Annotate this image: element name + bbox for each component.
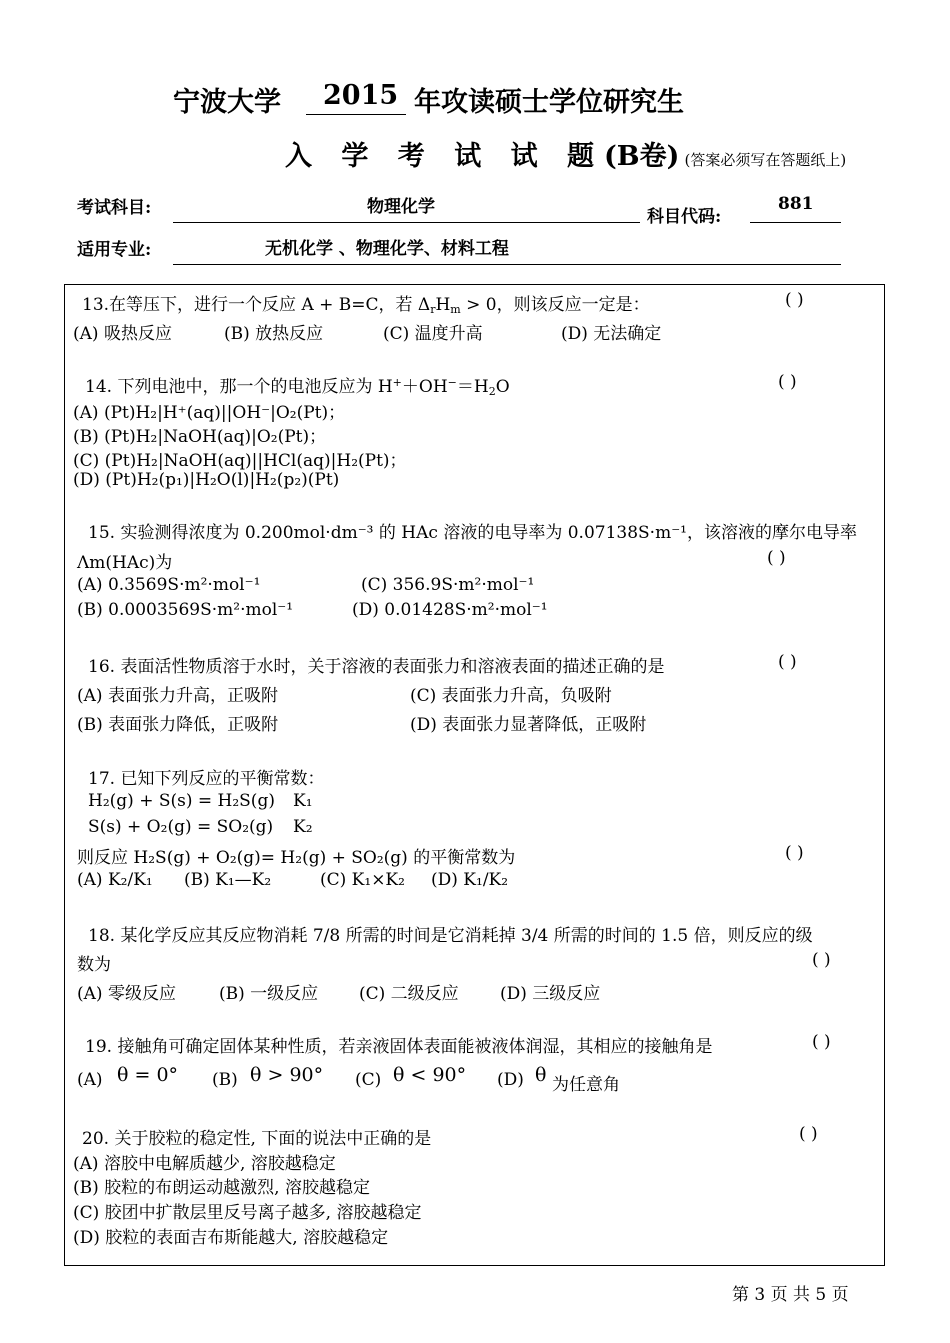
q13-option-b: (B) 放热反应 bbox=[224, 324, 324, 344]
q18-stem-line1: 18. 某化学反应其反应物消耗 7/8 所需的时间是它消耗掉 3/4 所需的时间的 1.5 倍，则反应的级 bbox=[88, 926, 813, 946]
q17-k1: K₁ bbox=[293, 791, 313, 811]
q19-stem: 19. 接触角可确定固体某种性质，若亲液固体表面能被液体润湿，其相应的接触角是 bbox=[85, 1037, 713, 1057]
code-underline bbox=[750, 222, 841, 223]
q20-option-a: (A) 溶胶中电解质越少, 溶胶越稳定 bbox=[73, 1154, 336, 1174]
q14-stem: 14. 下列电池中，那一个的电池反应为 $H^++OH^-=H_2O$ bbox=[85, 376, 510, 398]
q17-reaction-2: S(s) + O₂(g) = SO₂(g) bbox=[88, 817, 274, 837]
q17-option-c: (C) K₁×K₂ bbox=[320, 870, 405, 890]
q17-stem: 17. 已知下列反应的平衡常数： bbox=[88, 769, 325, 789]
q19-option-c-math: θ < 90° bbox=[393, 1064, 467, 1086]
q17-k2: K₂ bbox=[293, 817, 313, 837]
q15-stem-line2: Λm(HAc)为 bbox=[77, 553, 173, 573]
q15-stem-line1: 15. 实验测得浓度为 0.200mol·dm⁻³ 的 HAc 溶液的电导率为 0.07138S·m⁻¹，该溶液的摩尔电导率 bbox=[88, 523, 857, 543]
university-name: 宁波大学 bbox=[173, 87, 281, 118]
q15-answer-paren: ( ) bbox=[767, 548, 786, 568]
major-label: 适用专业: bbox=[77, 240, 152, 260]
q18-answer-paren: ( ) bbox=[812, 950, 831, 970]
q19-option-c-label: (C) bbox=[355, 1070, 382, 1090]
title-rest: 年攻读硕士学位研究生 bbox=[414, 87, 684, 118]
q20-answer-paren: ( ) bbox=[799, 1124, 818, 1144]
q13-option-a: (A) 吸热反应 bbox=[73, 324, 172, 344]
q18-option-a: (A) 零级反应 bbox=[77, 984, 176, 1004]
q16-option-c: (C) 表面张力升高，负吸附 bbox=[410, 686, 612, 706]
exam-year: 2015 bbox=[323, 80, 399, 111]
q19-option-b-label: (B) bbox=[212, 1070, 238, 1090]
q17-answer-paren: ( ) bbox=[785, 843, 804, 863]
year-underline bbox=[306, 114, 406, 115]
exam-title: 入 学 考 试 试 题 bbox=[285, 141, 604, 172]
code-value: 881 bbox=[778, 194, 814, 214]
subject-label: 考试科目: bbox=[77, 198, 152, 218]
q19-option-d-label: (D) bbox=[497, 1070, 524, 1090]
q18-option-b: (B) 一级反应 bbox=[219, 984, 319, 1004]
q15-option-b: (B) 0.0003569S·m²·mol⁻¹ bbox=[77, 600, 294, 620]
q13-option-c: (C) 温度升高 bbox=[383, 324, 483, 344]
q18-stem-line2: 数为 bbox=[77, 955, 111, 975]
paper-version: (B卷) bbox=[604, 141, 680, 172]
q14-option-c: (C) (Pt)H₂|NaOH(aq)||HCl(aq)|H₂(Pt)； bbox=[73, 451, 407, 471]
subject-value: 物理化学 bbox=[367, 197, 435, 217]
q19-option-a-math: θ = 0° bbox=[117, 1064, 179, 1086]
q16-answer-paren: ( ) bbox=[778, 652, 797, 672]
q19-option-d-math: θ bbox=[535, 1064, 547, 1086]
q19-option-b-math: θ > 90° bbox=[250, 1064, 324, 1086]
q20-option-b: (B) 胶粒的布朗运动越激烈, 溶胶越稳定 bbox=[73, 1178, 370, 1198]
q17-option-d: (D) K₁/K₂ bbox=[431, 870, 509, 890]
q14-option-b: (B) (Pt)H₂|NaOH(aq)|O₂(Pt)； bbox=[73, 427, 327, 447]
q19-option-a-label: (A) bbox=[77, 1070, 103, 1090]
q16-option-b: (B) 表面张力降低，正吸附 bbox=[77, 715, 279, 735]
q18-option-c: (C) 二级反应 bbox=[359, 984, 459, 1004]
q17-question: 则反应 H₂S(g) + O₂(g)= H₂(g) + SO₂(g) 的平衡常数为 bbox=[77, 848, 516, 868]
page-number: 第 3 页 共 5 页 bbox=[732, 1285, 849, 1305]
q13-answer-paren: ( ) bbox=[785, 290, 804, 310]
q20-option-c: (C) 胶团中扩散层里反号离子越多, 溶胶越稳定 bbox=[73, 1203, 422, 1223]
answer-note: (答案必须写在答题纸上) bbox=[684, 151, 847, 169]
q13-stem: 13.在等压下，进行一个反应 A + B=C，若 $\Delta_rH_m > 0$，则该反应一定是： bbox=[82, 295, 650, 316]
q20-stem: 20. 关于胶粒的稳定性, 下面的说法中正确的是 bbox=[82, 1129, 432, 1149]
q19-answer-paren: ( ) bbox=[812, 1032, 831, 1052]
subject-underline bbox=[173, 222, 640, 223]
q15-option-a: (A) 0.3569S·m²·mol⁻¹ bbox=[77, 575, 261, 595]
q17-reaction-1: H₂(g) + S(s) = H₂S(g) bbox=[88, 791, 275, 811]
q16-stem: 16. 表面活性物质溶于水时，关于溶液的表面张力和溶液表面的描述正确的是 bbox=[88, 657, 665, 677]
q15-option-c: (C) 356.9S·m²·mol⁻¹ bbox=[361, 575, 535, 595]
q18-option-d: (D) 三级反应 bbox=[500, 984, 601, 1004]
q14-option-d: (D) (Pt)H₂(p₁)|H₂O(l)|H₂(p₂)(Pt) bbox=[73, 470, 340, 490]
exam-title-line bbox=[285, 134, 846, 173]
q19-option-d-text: 为任意角 bbox=[552, 1075, 620, 1095]
q17-option-b: (B) K₁—K₂ bbox=[184, 870, 272, 890]
q16-option-a: (A) 表面张力升高，正吸附 bbox=[77, 686, 278, 706]
q17-option-a: (A) K₂/K₁ bbox=[77, 870, 153, 890]
q14-answer-paren: ( ) bbox=[778, 372, 797, 392]
q16-option-d: (D) 表面张力显著降低，正吸附 bbox=[410, 715, 647, 735]
major-underline bbox=[173, 264, 841, 265]
q15-option-d: (D) 0.01428S·m²·mol⁻¹ bbox=[352, 600, 548, 620]
q20-option-d: (D) 胶粒的表面吉布斯能越大, 溶胶越稳定 bbox=[73, 1228, 389, 1248]
major-value: 无机化学 、物理化学、材料工程 bbox=[265, 239, 509, 259]
code-label: 科目代码: bbox=[647, 207, 722, 227]
q13-option-d: (D) 无法确定 bbox=[561, 324, 662, 344]
q14-option-a: (A) (Pt)H₂|H⁺(aq)||OH⁻|O₂(Pt)； bbox=[73, 403, 346, 423]
